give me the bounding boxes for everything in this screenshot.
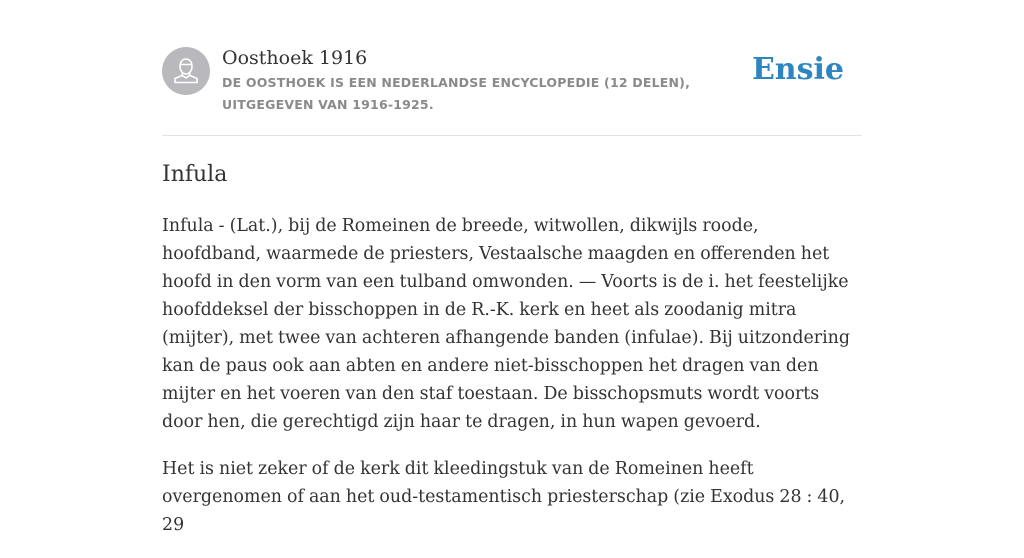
header-divider [162,135,862,136]
article-paragraph: Infula - (Lat.), bij de Romeinen de breede, witwollen, dikwijls roode, hoofdband, waarmede de priesters, Vestaalsche maagden en offerenden het hoofd in den vorm van een tulband omwonden. — Voorts is de i. het feestelijke hoofddeksel der bisschoppen in de R.-K. kerk en heet als zoodanig mitra (mijter), met twee van achteren afhangende banden (infulae). Bij uitzondering kan de paus ook aan abten en andere niet-bisschoppen het dragen van den mijter en het voeren van den staf toestaan. De bisschopsmuts wordt voorts door hen, die gerechtigd zijn haar te dragen, in hun wapen gevoerd. [162,216,851,432]
ensie-logo[interactable]: Ensie [751,52,844,87]
article-title: Infula [162,162,228,187]
avatar[interactable] [162,47,210,95]
source-description: DE OOSTHOEK IS EEN NEDERLANDSE ENCYCLOPEDIE (12 DELEN), UITGEGEVEN VAN 1916-1925. [222,75,691,112]
article-paragraph: Het is niet zeker of de kerk dit kleedingstuk van de Romeinen heeft overgenomen of aan het oud-testamentisch priesterschap (zie Exodus 28 : 40, 29 [162,459,846,535]
article-body [162,212,862,558]
source-title[interactable]: Oosthoek 1916 [222,47,368,69]
source-header [162,46,862,116]
user-icon [162,47,210,95]
